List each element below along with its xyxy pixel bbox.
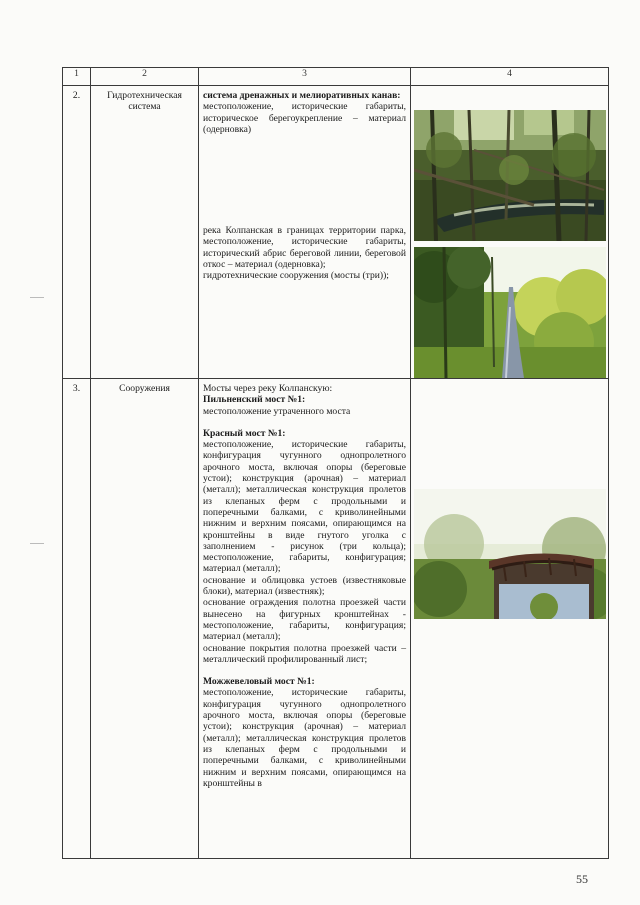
row-description (199, 86, 411, 379)
bridge-1-title: Пильненский мост №1: (203, 394, 306, 406)
table-row-hydro (63, 86, 609, 379)
row-photos (411, 379, 609, 859)
scan-margin-mark (30, 543, 44, 544)
drainage-title: система дренажных и мелиоративных канав: (203, 90, 401, 101)
bridge-2-text-3: основание ограждения полотна проезжей части вынесено на фигурных кронштейнах - местоположение, габариты, конфигурация; материал (металл); (203, 597, 406, 643)
red-bridge-photo (414, 489, 606, 619)
header-col-3: 3 (199, 68, 411, 86)
row-number: 2. (63, 86, 91, 379)
row-photos (411, 86, 609, 379)
table-row-structures (63, 379, 609, 859)
bridge-2-title: Красный мост №1: (203, 427, 286, 439)
header-col-4: 4 (411, 68, 609, 86)
header-col-1: 1 (63, 68, 91, 86)
bridge-3-title: Можжевеловый мост №1: (203, 676, 315, 688)
bridges-intro: Мосты через реку Колпанскую: (203, 383, 333, 394)
bridge-2-text-1: местоположение, исторические габариты, конфигурация чугунного однопролетного арочного моста, включая опоры (береговые устои); конструкция (арочная) – материал (металл); металлическая конструкция пролетов из клепаных ферм с продольными и поперечными балками, с криволинейными нижним и верхним поясами, опирающимся на кронштейны в виде гнутого уголка с заполнением - рисунок (три кольца); местоположение, габариты, конфигурация; материал (металл); (203, 439, 406, 575)
monument-table (62, 67, 609, 859)
bridge-2-text-4: основание покрытия полотна проезжей части – металлический профилированный лист; (203, 642, 406, 665)
page-number: 55 (576, 872, 588, 886)
bridge-2-text-2: основание и облицовка устоев (известняковые блоки), материал (известняк); (203, 574, 406, 598)
river-text: река Колпанская в границах территории парка, местоположение, исторические габариты, исторический абрис береговой линии, береговой откос – материал (одерновка); (203, 225, 406, 271)
bridge-1-text: местоположение утраченного моста (203, 405, 351, 417)
header-col-2: 2 (91, 68, 199, 86)
hydro-structures-text: гидротехнические сооружения (мосты (три)); (203, 270, 389, 282)
table-header-row (63, 68, 609, 86)
drainage-text: местоположение, исторические габариты, историческое берегоукрепление – материал (одерновка) (203, 101, 406, 135)
row-description (199, 379, 411, 859)
river-photo (414, 247, 606, 378)
row-element-name: Сооружения (91, 379, 199, 859)
bridge-3-text-1: местоположение, исторические габариты, конфигурация чугунного однопролетного арочного моста, включая опоры (береговые устои); конструкция (арочная) – материал (металл); металлическая конструкция пролетов из клепаных ферм с продольными и поперечными балками, с криволинейными нижним и верхним поясами, опирающимся на кронштейны в (203, 687, 406, 789)
row-element-name: Гидротехническая система (91, 86, 199, 379)
drainage-canal-photo (414, 110, 606, 241)
scan-margin-mark (30, 297, 44, 298)
row-number: 3. (63, 379, 91, 859)
